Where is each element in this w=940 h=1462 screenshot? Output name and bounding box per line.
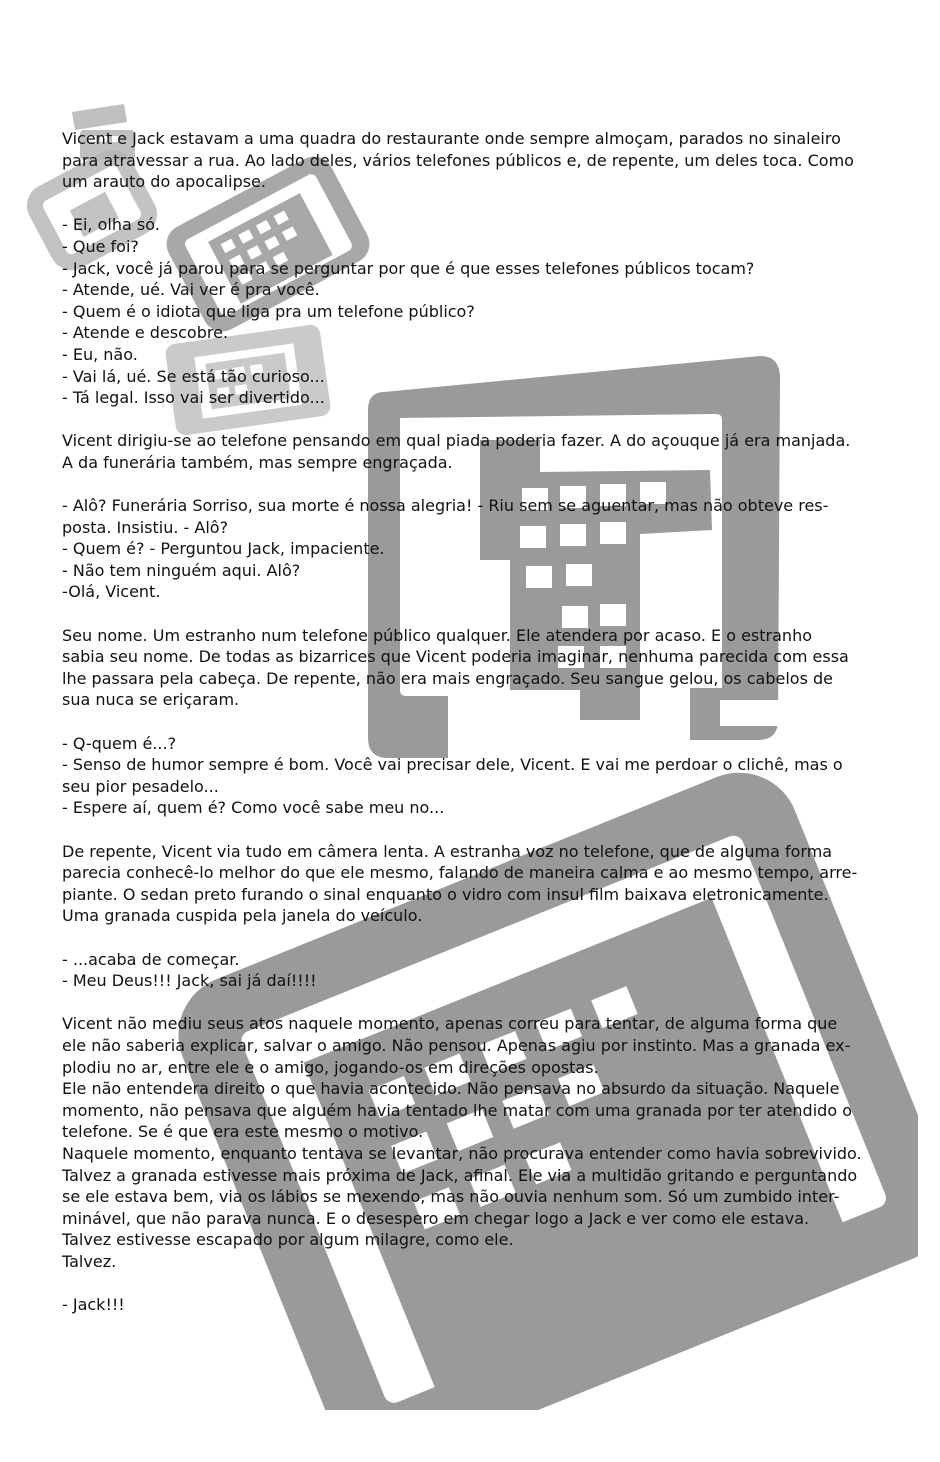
text-line: Naquele momento, enquanto tentava se levantar, não procurava entender como havia sobrevivido. xyxy=(62,1143,862,1163)
blank-line xyxy=(62,927,862,949)
text-line: - Quem é o idiota que liga pra um telefone público? xyxy=(62,301,475,321)
text-line: - Jack, você já parou para se perguntar por que é que esses telefones públicos tocam? xyxy=(62,258,755,278)
text-line: Talvez. xyxy=(62,1251,117,1271)
text-line: - Meu Deus!!! Jack, sai já daí!!!! xyxy=(62,971,317,991)
blank-line xyxy=(62,474,862,496)
text-line: - ...acaba de começar. xyxy=(62,949,240,969)
text-line: - Vai lá, ué. Se está tão curioso... xyxy=(62,366,325,386)
text-line: - Q-quem é...? xyxy=(62,733,177,753)
story-text xyxy=(62,128,862,1316)
text-line: - Atende e descobre. xyxy=(62,323,229,343)
text-line: - Ei, olha só. xyxy=(62,215,160,235)
text-line: - Espere aí, quem é? Como você sabe meu no... xyxy=(62,798,445,818)
text-line: - Jack!!! xyxy=(62,1295,125,1315)
text-line: Ele não entendera direito o que havia acontecido. Não pensava no absurdo da situação. Naquele xyxy=(62,1079,840,1099)
blank-line xyxy=(62,409,862,431)
text-line: Talvez estivesse escapado por algum milagre, como ele. xyxy=(62,1230,514,1250)
text-line: momento, não pensava que alguém havia tentado lhe matar com uma granada por ter atendido o xyxy=(62,1100,852,1120)
text-line: Uma granada cuspida pela janela do veículo. xyxy=(62,906,423,926)
blank-line xyxy=(62,711,862,733)
text-line: - Alô? Funerária Sorriso, sua morte é nossa alegria! - Riu sem se aguentar, mas não obteve res- xyxy=(62,496,829,516)
text-line: para atravessar a rua. Ao lado deles, vários telefones públicos e, de repente, um deles toca. Como xyxy=(62,150,854,170)
text-line: - Que foi? xyxy=(62,236,139,256)
text-line: piante. O sedan preto furando o sinal enquanto o vidro com insul film baixava eletronicamente. xyxy=(62,884,829,904)
text-line: Vicent não mediu seus atos naquele momento, apenas correu para tentar, de alguma forma que xyxy=(62,1014,838,1034)
blank-line xyxy=(62,992,862,1014)
text-line: um arauto do apocalipse. xyxy=(62,172,266,192)
text-line: - Senso de humor sempre é bom. Você vai precisar dele, Vicent. E vai me perdoar o clichê, mas o xyxy=(62,755,843,775)
blank-line xyxy=(62,1272,862,1294)
text-line: parecia conhecê-lo melhor do que ele mesmo, falando de maneira calma e ao mesmo tempo, arre- xyxy=(62,863,858,883)
text-line: plodiu no ar, entre ele e o amigo, jogando-os em direções opostas. xyxy=(62,1057,599,1077)
text-line: telefone. Se é que era este mesmo o motivo. xyxy=(62,1122,424,1142)
text-line: - Tá legal. Isso vai ser divertido... xyxy=(62,388,325,408)
text-line: - Atende, ué. Vai ver é pra você. xyxy=(62,280,320,300)
text-line: seu pior pesadelo... xyxy=(62,776,219,796)
text-line: sua nuca se eriçaram. xyxy=(62,690,240,710)
text-line: sabia seu nome. De todas as bizarrices que Vicent poderia imaginar, nenhuma parecida com essa xyxy=(62,647,849,667)
text-line: - Não tem ninguém aqui. Alô? xyxy=(62,560,301,580)
text-line: posta. Insistiu. - Alô? xyxy=(62,517,229,537)
text-line: ele não saberia explicar, salvar o amigo. Não pensou. Apenas agiu por instinto. Mas a granada ex- xyxy=(62,1035,851,1055)
text-line: Vicent e Jack estavam a uma quadra do restaurante onde sempre almoçam, parados no sinaleiro xyxy=(62,129,841,148)
text-line: -Olá, Vicent. xyxy=(62,582,161,602)
text-line: Talvez a granada estivesse mais próxima de Jack, afinal. Ele via a multidão gritando e perguntando xyxy=(62,1165,858,1185)
text-line: Vicent dirigiu-se ao telefone pensando em qual piada poderia fazer. A do açouque já era manjada. xyxy=(62,431,851,451)
text-line: A da funerária também, mas sempre engraçada. xyxy=(62,452,453,472)
text-line: - Eu, não. xyxy=(62,344,138,364)
text-line: Seu nome. Um estranho num telefone público qualquer. Ele atendera por acaso. E o estranho xyxy=(62,625,812,645)
text-line: se ele estava bem, via os lábios se mexendo, mas não ouvia nenhum som. Só um zumbido inter- xyxy=(62,1187,840,1207)
blank-line xyxy=(62,819,862,841)
text-line: lhe passara pela cabeça. De repente, não era mais engraçado. Seu sangue gelou, os cabelos de xyxy=(62,668,833,688)
blank-line xyxy=(62,603,862,625)
text-line: - Quem é? - Perguntou Jack, impaciente. xyxy=(62,539,385,559)
text-line: De repente, Vicent via tudo em câmera lenta. A estranha voz no telefone, que de alguma forma xyxy=(62,841,833,861)
blank-line xyxy=(62,193,862,215)
text-line: minável, que não parava nunca. E o desespero em chegar logo a Jack e ver como ele estava. xyxy=(62,1208,810,1228)
